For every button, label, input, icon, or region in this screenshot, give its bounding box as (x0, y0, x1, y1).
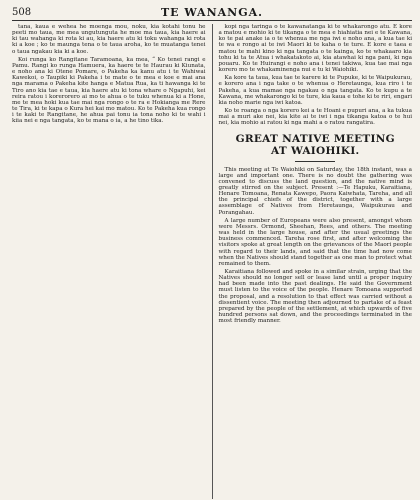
left-paragraph: Koi runga ko Rangitane Taramoana, ka mea, “ Ko tenei rangi e Pamu. Rangi ko runga Hamuera, ka haere te te Haurau ki Kiunata, e noho ana ki Otene Pomare, o Pakeha ka kanu atu i te Wahiwai Kawekoi, o Taupiki ki Pakeha i te mate o te mea e koe e mai ana nga marama o Pakeha kite hanga e Matua Rua, ka ti hawanga ki te Tiro ano kia tae e taua, kia haere atu ki tona whare o Ngapuhi, kei reira ratou i korerorero ai mo te ahua o te tuku whenua ki a Hone, me te mea hoki kua tae mai nga rongo o te ra e Hokianga me Rere te Tira, ki te kapa o Kura hei kai mo matou. Ko te Pakeha kua rongo i te kaki te Rangitane, he ahua pai tonu ia tona noho ki te wahi i kiia nei e nga tangata, ko te mana o ia, a he tino tika. (12, 56, 206, 125)
headline-line: GREAT NATIVE MEETING (235, 132, 395, 145)
page-header (12, 4, 412, 21)
article-paragraph: Karaitiana followed and spoke in a similar strain, urging that the Natives should no longer sell or lease land until a proper inquiry had been made into the past dealings. He said the Government must listen to the voice of the people. Henare Tomoana supported the proposal, and a resolution to that effect was carried without a dissentient voice. The meeting then adjourned to partake of a feast prepared by the people of the settlement, at which upwards of five hundred persons sat down, and the proceedings terminated in the most friendly manner. (218, 269, 412, 325)
left-paragraph: tana, kaua e wehea he moenga mou, noku, kia kotahi tonu he peeti mo taua, me mea ungutunguta he moe ma taua, kia haere ai ki tau wahanga ki rota ki au, kia haere atu ki toku wahanga ki rota ki a koe ; ko te maunga tena o te taua aroha, ko te muatanga tenei o taua ngakau kia ki a koe. (12, 24, 206, 55)
right-paragraph: Ka kore ta taua, kua tae te karere ki te Pupuke, ki te Waipukurau, e korero ana i nga take o te whenua o Heretaunga, kua riro i te Pakeha, a kua mamae nga ngakau o nga tangata. Ko te kupu a te Kawana, me whakarongo ki te ture, kia kaua e tohe ki te riri, engari kia noho marie nga iwi katoa. (218, 75, 412, 106)
right-paragraph: Ko te roanga o nga korero kei a te Hoani e pupuri ana, a ka tukua mai a muri ake nei, kia kite ai te iwi i nga tikanga katoa o te hui nei, kia mohio ai ratou ki nga mahi a o ratou rangatira. (218, 108, 412, 127)
headline-rule (295, 161, 335, 162)
right-paragraph: kopi nga taringa o te kawanatanga ki te whakarongo atu. E kore a matou e mohio ki te tikanga o te mea e hiahiatia nei e te Kawana, ko te pai anake ia o te whenua me nga iwi e noho ana, a kua tae ki te wa e rongo ai te iwi Maori ki te kaha o te ture. E kore e taea e matou te mahi kino ki nga tangata o te kainga, ko te whakaaro kia tohu ki ta te Atua i whakatakoto ai, kia atawhai ki nga pani, ki nga pouaru. Ko te Huirangi e noho ana i tenei takiwa, kua tae mai nga korero mo te whakaminenga nui e tu ki Waiohiki. (218, 24, 412, 74)
headline-line: AT WAIOHIKI. (271, 144, 360, 157)
columns (12, 24, 412, 499)
article-headline (219, 133, 413, 157)
left-column (12, 24, 212, 499)
running-title: TE WANANGA. (161, 5, 263, 19)
article-paragraph: This meeting at Te Waiohiki on Saturday, the 18th instant, was a large and important one. There is no doubt the gathering was convened to discuss the land question, and the native mind is greatly stirred on the subject. Present :—Te Hapuku, Karaitiana, Henare Tomoana, Renata Kawepo, Paora Kaiwhata, Tareha, and all the principal chiefs of the district, together with a large assemblage of Natives from Heretaunga, Waipukurau and Porangahau. (218, 166, 412, 216)
right-column (213, 24, 413, 499)
page-number: 508 (12, 6, 32, 18)
article-paragraph: A large number of Europeans were also present, amongst whom were Messrs. Ormond, Sheehan, Rees, and others. The meeting was held in the large house, and after the usual greetings the business commenced. Tareha rose first, and after welcoming the visitors spoke at great length on the grievances of the Maori people with regard to their lands, and said that the time had now come when the Natives should stand together as one man to protect what remained to them. (218, 217, 412, 267)
